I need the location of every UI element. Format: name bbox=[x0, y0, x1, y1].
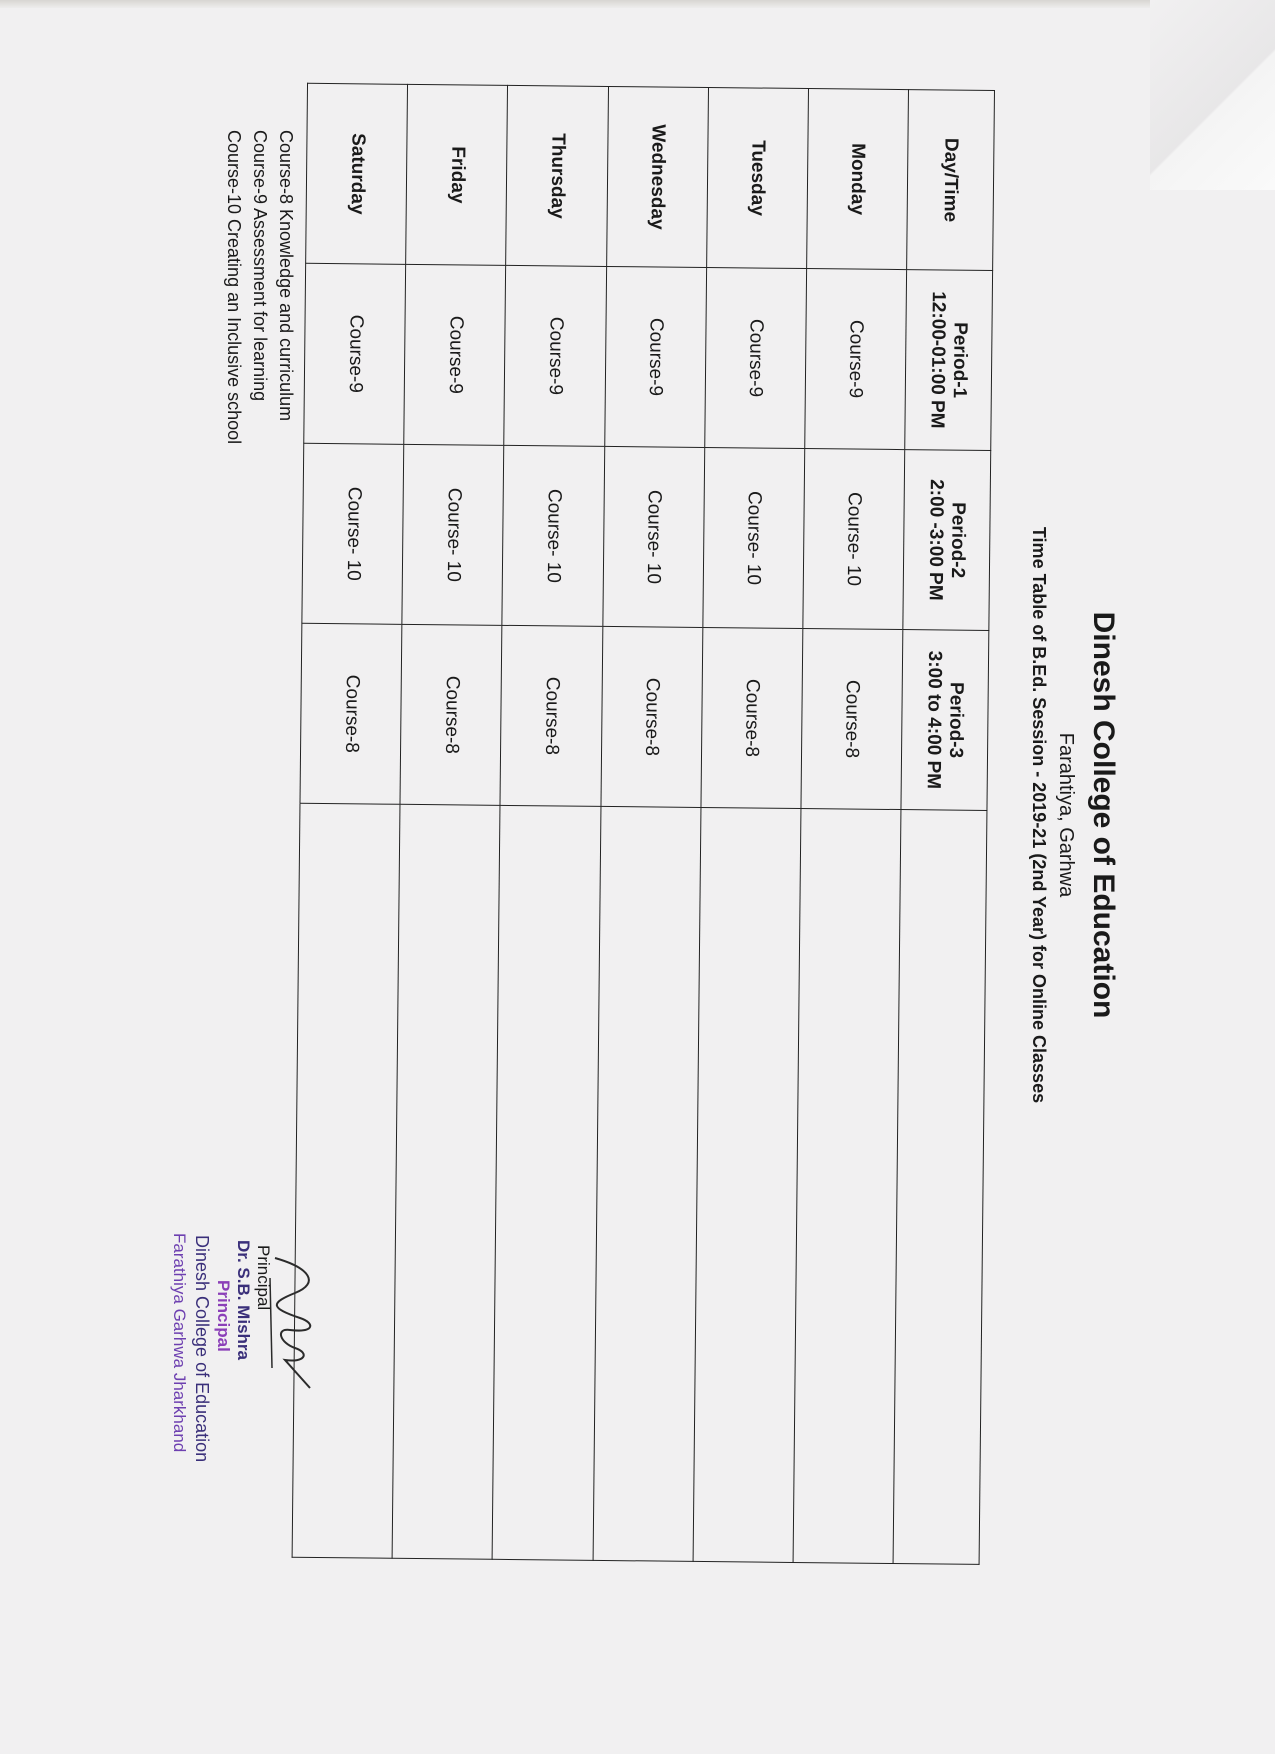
legend-item: Course-9 Assessment for learning bbox=[250, 130, 270, 402]
table-row bbox=[693, 87, 809, 1562]
period-cell: Course-9 bbox=[304, 263, 406, 444]
legend-item: Course-10 Creating an Inclusive school bbox=[224, 130, 244, 445]
table-row bbox=[793, 89, 909, 1564]
header-period-1: Period-1 12:00-01:00 PM bbox=[905, 270, 993, 451]
table-row bbox=[492, 85, 608, 1560]
period-cell: Course- 10 bbox=[302, 443, 404, 624]
period-cell: Course-9 bbox=[704, 267, 806, 448]
period-cell: Course-9 bbox=[404, 264, 506, 445]
legend-item: Course-8 Knowledge and curriculum bbox=[276, 130, 296, 422]
header-empty bbox=[893, 810, 987, 1565]
empty-cell bbox=[392, 804, 500, 1559]
signatory-role: Principal bbox=[254, 1245, 273, 1311]
period-cell: Course- 10 bbox=[402, 444, 504, 625]
stamp-organization: Dinesh College of Education bbox=[192, 1235, 212, 1463]
period-cell: Course- 10 bbox=[602, 446, 704, 627]
period-cell: Course-9 bbox=[805, 269, 907, 450]
timetable-heading: Time Table of B.Ed. Session - 2019-21 (2nd Year) for Online Classes bbox=[1029, 526, 1049, 1104]
empty-cell bbox=[593, 806, 701, 1561]
empty-cell bbox=[292, 803, 400, 1558]
stamp-role: Principal bbox=[214, 1280, 233, 1352]
period-cell: Course-8 bbox=[801, 629, 903, 810]
period-cell: Course-8 bbox=[601, 626, 703, 807]
empty-cell bbox=[492, 805, 600, 1560]
day-cell: Thursday bbox=[506, 85, 608, 266]
period-cell: Course- 10 bbox=[502, 445, 604, 626]
period-cell: Course- 10 bbox=[803, 449, 905, 630]
day-cell: Wednesday bbox=[606, 86, 708, 267]
header-day-time: Day/Time bbox=[907, 90, 995, 271]
college-location: Farahtiya, Garhwa bbox=[1055, 732, 1077, 898]
empty-cell bbox=[793, 809, 901, 1564]
period-cell: Course-9 bbox=[504, 265, 606, 446]
course-legend bbox=[221, 130, 299, 444]
period-cell: Course-8 bbox=[300, 623, 402, 804]
signatory-name: Dr. S.B. Mishra bbox=[234, 1240, 253, 1360]
period-cell: Course-9 bbox=[604, 266, 706, 447]
stamp-address: Farathiya Garhwa Jharkhand bbox=[170, 1233, 189, 1453]
period-cell: Course-8 bbox=[400, 624, 502, 805]
header-period-2: Period-2 2:00 -3:00 PM bbox=[903, 450, 991, 631]
day-cell: Tuesday bbox=[706, 87, 808, 268]
period-cell: Course-8 bbox=[500, 625, 602, 806]
period-cell: Course-8 bbox=[701, 627, 803, 808]
day-cell: Monday bbox=[806, 89, 908, 270]
header-row bbox=[893, 90, 994, 1565]
header-period-3: Period-3 3:00 to 4:00 PM bbox=[901, 630, 989, 811]
day-cell: Friday bbox=[406, 84, 508, 265]
college-title: Dinesh College of Education bbox=[1087, 611, 1120, 1019]
table-row bbox=[593, 86, 709, 1561]
period-cell: Course- 10 bbox=[703, 447, 805, 628]
timetable bbox=[292, 83, 995, 1565]
empty-cell bbox=[693, 807, 801, 1562]
table-row bbox=[392, 84, 508, 1559]
day-cell: Saturday bbox=[306, 83, 408, 264]
